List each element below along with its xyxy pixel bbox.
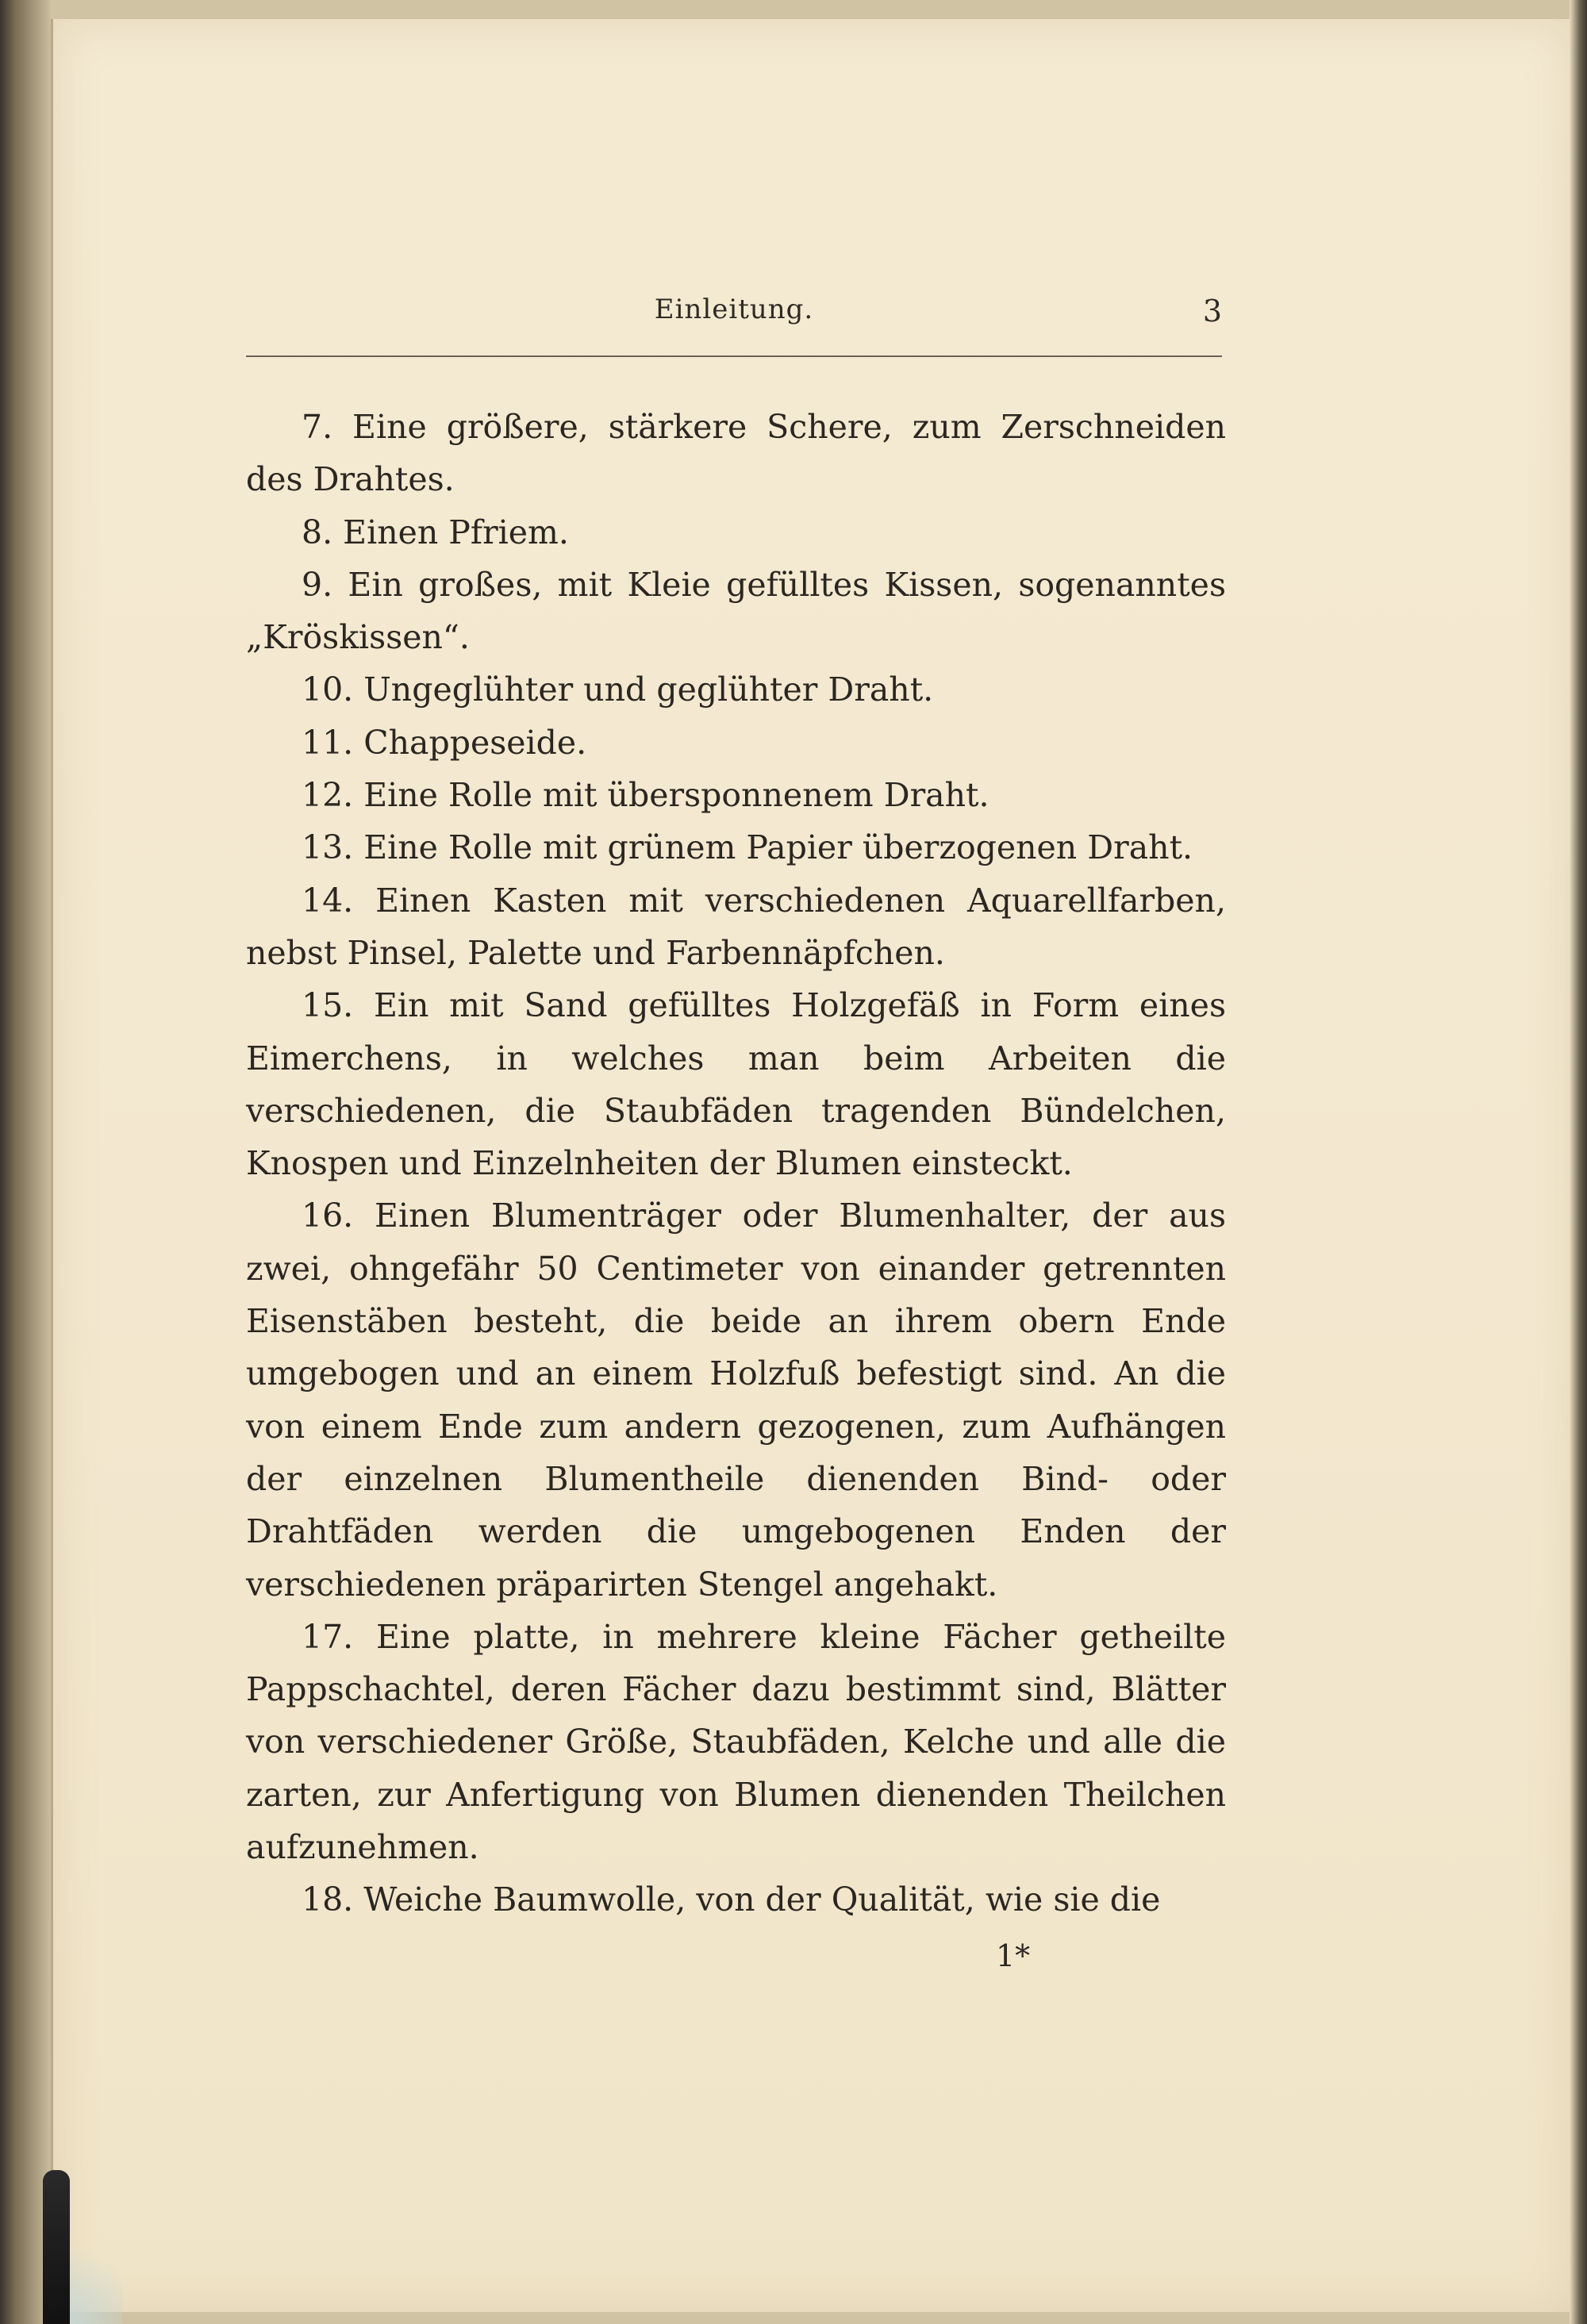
list-item: 8. Einen Pfriem.	[302, 513, 569, 551]
list-item: 11. Chappeseide.	[302, 723, 587, 762]
running-head-title: Einleitung.	[654, 294, 814, 325]
list-item: 10. Ungeglühter und geglühter Draht.	[302, 670, 934, 709]
list-item: 7. Eine größere, stärkere Schere, zum Zerschneiden des Drahtes.	[246, 408, 1226, 499]
page-number: 3	[1202, 294, 1222, 328]
binding-thread	[43, 2170, 70, 2324]
body-text	[246, 401, 1226, 1926]
header-rule	[246, 355, 1222, 357]
signature-mark: 1*	[996, 1938, 1031, 1973]
list-item: 15. Ein mit Sand gefülltes Holzgefäß in Form eines Eimerchens, in welches man beim Arbeiten die verschiedenen, die Staubfäden tragenden Bündelchen, Knospen und Einzelnheiten der Blumen einsteckt.	[246, 986, 1226, 1183]
list-item: 14. Einen Kasten mit verschiedenen Aquarellfarben, nebst Pinsel, Palette und Farbennäpfchen.	[246, 881, 1226, 972]
list-item: 13. Eine Rolle mit grünem Papier überzogenen Draht.	[302, 828, 1193, 867]
list-item: 16. Einen Blumenträger oder Blumenhalter, der aus zwei, ohngefähr 50 Centimeter von einander getrennten Eisenstäben besteht, die beide an ihrem obern Ende umgebogen und an einem Holzfuß befestigt sind. An die von einem Ende zum andern gezogenen, zum Aufhängen der einzelnen Blumentheile dienenden Bind- oder Drahtfäden werden die umgebogenen Enden der verschiedenen präparirten Stengel angehakt.	[246, 1197, 1226, 1604]
page-edge	[1570, 0, 1587, 2324]
running-head	[246, 294, 1222, 333]
list-item: 18. Weiche Baumwolle, von der Qualität, wie sie die	[302, 1880, 1161, 1919]
list-item: 12. Eine Rolle mit übersponnenem Draht.	[302, 776, 989, 815]
list-item: 9. Ein großes, mit Kleie gefülltes Kissen, sogenanntes „Kröskissen“.	[246, 565, 1226, 657]
binding-gutter	[0, 0, 51, 2324]
list-item: 17. Eine platte, in mehrere kleine Fächer getheilte Pappschachtel, deren Fächer dazu bestimmt sind, Blätter von verschiedener Größe, Staubfäden, Kelche und alle die zarten, zur Anfertigung von Blumen dienenden Theilchen aufzunehmen.	[246, 1617, 1226, 1867]
